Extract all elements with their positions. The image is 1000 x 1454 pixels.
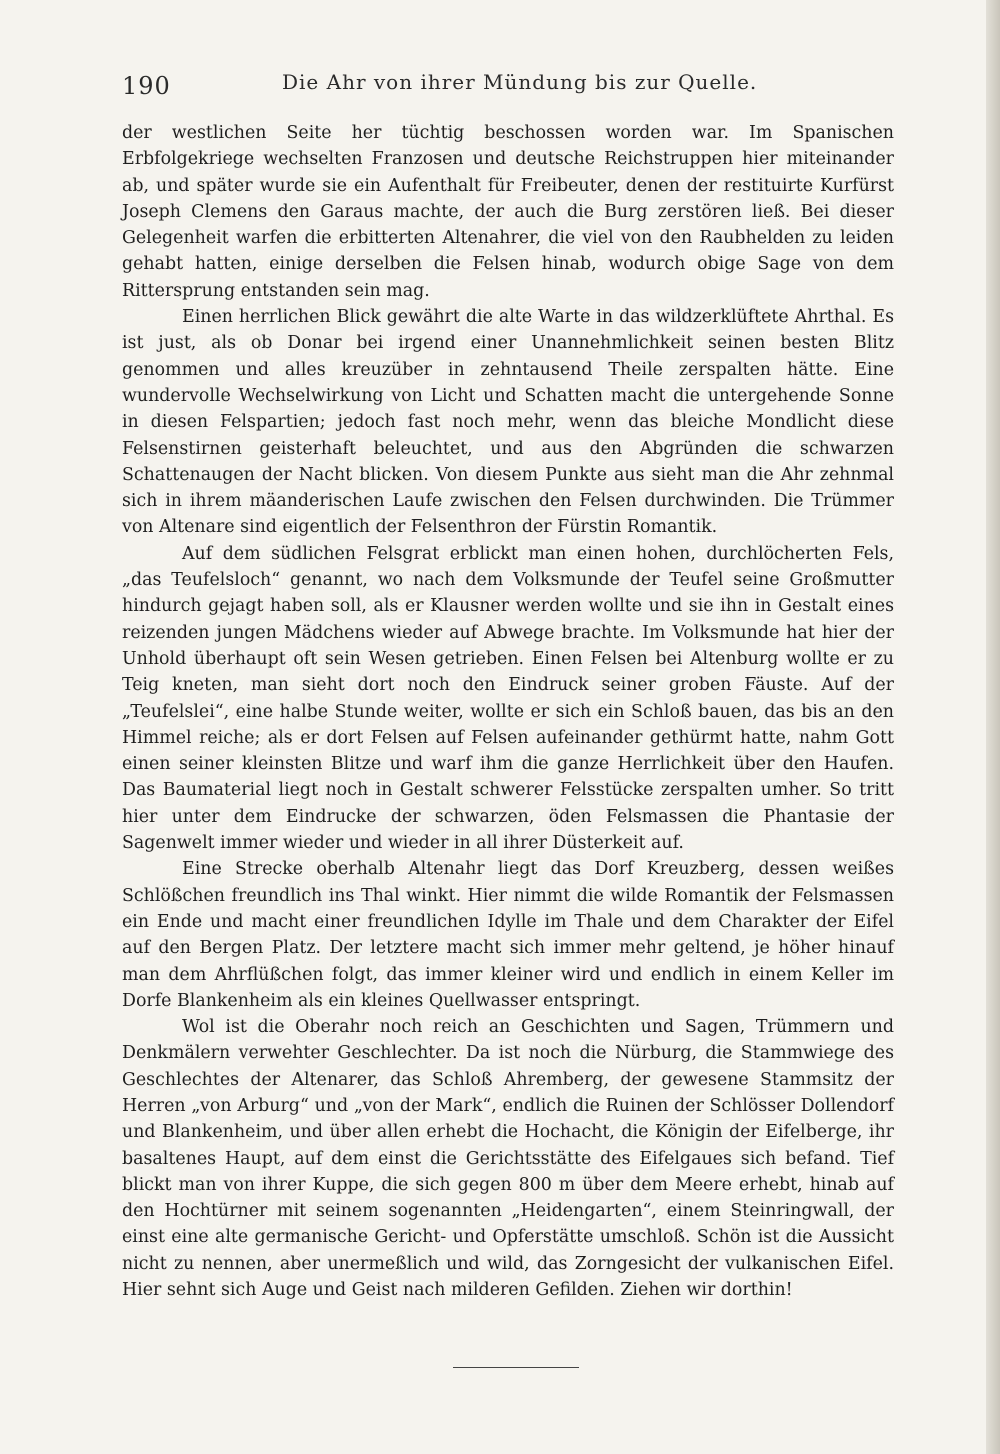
- paragraph: Einen herrlichen Blick gewährt die alte Warte in das wildzerklüftete Ahrthal. Es ist just, als ob Donar bei irgend einer Unannehmlichkeit seinen besten Blitz genommen und alles kreuzüber in zehntausend Theile zerspalten hätte. Eine wundervolle Wechselwirkung von Licht und Schatten macht die untergehende Sonne in diesen Felspartien; jedoch fast noch mehr, wenn das bleiche Mondlicht diese Felsenstirnen geisterhaft beleuchtet, und aus den Abgründen die schwarzen Schattenaugen der Nacht blicken. Von diesem Punkte aus sieht man die Ahr zehnmal sich in ihrem mäanderischen Laufe zwischen den Felsen durchwinden. Die Trümmer von Altenare sind eigentlich der Felsenthron der Fürstin Romantik.: [122, 307, 894, 538]
- paragraph: Wol ist die Oberahr noch reich an Geschichten und Sagen, Trümmern und Denkmälern verwehter Geschlechter. Da ist noch die Nürburg, die Stammwiege des Geschlechtes der Altenarer, das Schloß Ahremberg, der gewesene Stammsitz der Herren „von Arburg“ und „von der Mark“, endlich die Ruinen der Schlösser Dollendorf und Blankenheim, und über allen erhebt die Hochacht, die Königin der Eifelberge, ihr basaltenes Haupt, auf dem einst die Gerichtsstätte des Eifelgaues sich befand. Tief blickt man von ihrer Kuppe, die sich gegen 800 m über dem Meere erhebt, hinab auf den Hochtürner mit seinem sogenannten „Heidengarten“, einem Steinringwall, der einst eine alte germanische Gericht- und Opferstätte umschloß. Schön ist die Aussicht nicht zu nennen, aber unermeßlich und wild, das Zorngesicht der vulkanischen Eifel. Hier sehnt sich Auge und Geist nach milderen Gefilden. Ziehen wir dorthin!: [122, 1017, 894, 1301]
- page-number: 190: [122, 72, 171, 100]
- page-header: [122, 66, 892, 106]
- running-head: Die Ahr von ihrer Mündung bis zur Quelle.: [282, 70, 758, 94]
- section-end-rule: [453, 1367, 579, 1368]
- page-gutter-shadow: [986, 0, 1000, 1454]
- body-text: [122, 120, 894, 1303]
- paragraph: Auf dem südlichen Felsgrat erblickt man einen hohen, durchlöcherten Fels, „das Teufelsloch“ genannt, wo nach dem Volksmunde der Teufel seine Großmutter hindurch gejagt haben soll, als er Klausner werden wollte und sie ihn in Gestalt eines reizenden jungen Mädchens wieder auf Abwege brachte. Im Volksmunde hat hier der Unhold überhaupt oft sein Wesen getrieben. Einen Felsen bei Altenburg wollte er zu Teig kneten, man sieht dort noch den Eindruck seiner groben Fäuste. Auf der „Teufelslei“, eine halbe Stunde weiter, wollte er sich ein Schloß bauen, das bis an den Himmel reiche; als er dort Felsen auf Felsen aufeinander gethürmt hatte, nahm Gott einen seiner kleinsten Blitze und warf ihm die ganze Herrlichkeit über den Haufen. Das Baumaterial liegt noch in Gestalt schwerer Felsstücke zerspalten umher. So tritt hier unter dem Eindrucke der schwarzen, öden Felsmassen die Phantasie der Sagenwelt immer wieder und wieder in all ihrer Düsterkeit auf.: [122, 543, 894, 854]
- paragraph: der westlichen Seite her tüchtig beschossen worden war. Im Spanischen Erbfolgekriege wechselten Franzosen und deutsche Reichstruppen hier miteinander ab, und später wurde sie ein Aufenthalt für Freibeuter, denen der restituirte Kurfürst Joseph Clemens den Garaus machte, der auch die Burg zerstören ließ. Bei dieser Gelegenheit warfen die erbitterten Altenahrer, die viel von den Raubhelden zu leiden gehabt hatten, einige derselben die Felsen hinab, wodurch obige Sage von dem Rittersprung entstanden sein mag.: [122, 123, 894, 301]
- paragraph: Eine Strecke oberhalb Altenahr liegt das Dorf Kreuzberg, dessen weißes Schlößchen freundlich ins Thal winkt. Hier nimmt die wilde Romantik der Felsmassen ein Ende und macht einer freundlichen Idylle im Thale und dem Charakter der Eifel auf den Bergen Platz. Der letztere macht sich immer mehr geltend, je höher hinauf man dem Ahrflüßchen folgt, das immer kleiner wird und endlich in einem Keller im Dorfe Blankenheim als ein kleines Quellwasser entspringt.: [122, 859, 894, 1011]
